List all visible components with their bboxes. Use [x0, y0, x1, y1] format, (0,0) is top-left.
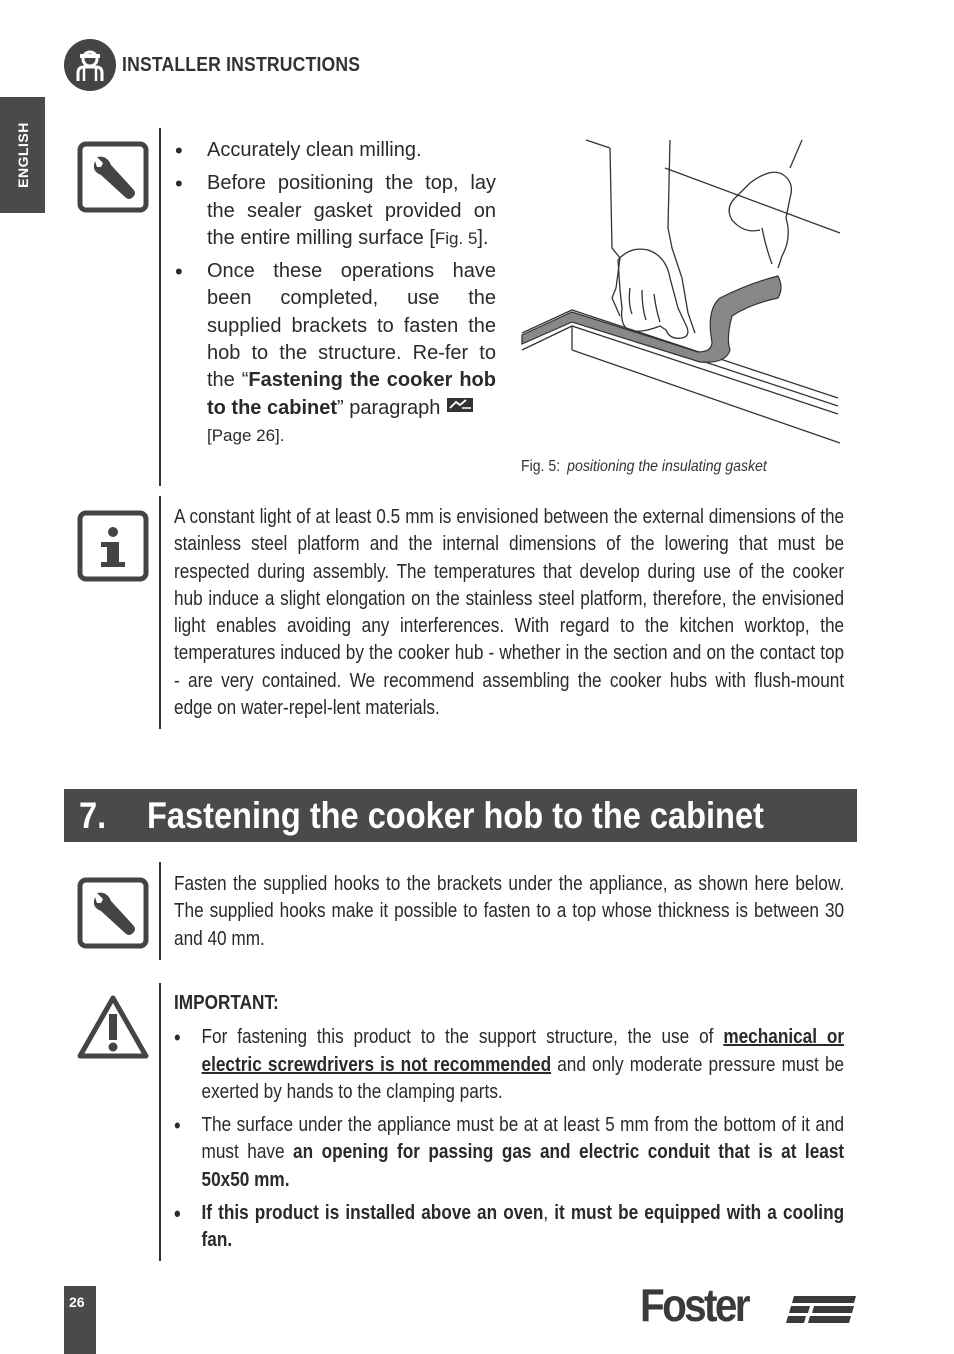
figure-caption	[521, 458, 767, 476]
brand-logo	[640, 1279, 860, 1334]
brand-name: Foster	[640, 1279, 748, 1331]
block4-text	[174, 990, 844, 1261]
figure-caption-text: positioning the insulating gasket	[567, 458, 767, 475]
block3-text	[174, 871, 844, 953]
list-item: • Once these operations have been completed, use the supplied brackets to fasten the hob to the structure. Re-fer to the “Fastening the cooker hob to the cabinet” paragraph [Page 26].	[175, 258, 496, 449]
section-number: 7.	[79, 795, 107, 836]
header-title: INSTALLER INSTRUCTIONS	[122, 53, 361, 76]
list-item: • If this product is installed above an oven, it must be equipped with a cooling fan.	[174, 1200, 844, 1255]
block-divider	[159, 496, 161, 729]
page-reference-icon	[446, 395, 474, 422]
block-divider	[159, 983, 161, 1261]
figure-gasket-illustration	[520, 138, 842, 448]
language-tab	[0, 97, 45, 213]
list-item: • Before positioning the top, lay the sealer gasket provided on the entire milling surface [Fig. 5].	[175, 170, 496, 252]
block-divider	[159, 128, 161, 486]
block4-bullet-list	[174, 1024, 844, 1254]
info-icon	[77, 510, 149, 587]
important-heading: IMPORTANT:	[174, 992, 279, 1014]
page-header	[64, 38, 393, 92]
list-item: • For fastening this product to the support structure, the use of mechanical or electric screwdrivers is not recommended and only moderate pressure must be exerted by hands to the clamping parts.	[174, 1024, 844, 1106]
block1-text	[175, 137, 496, 455]
installer-icon	[64, 39, 116, 91]
page-number-tab	[64, 1286, 96, 1354]
figure-label: Fig. 5:	[521, 458, 561, 475]
section-title: Fastening the cooker hob to the cabinet	[147, 795, 764, 836]
wrench-paragraph: Fasten the supplied hooks to the brackets under the appliance, as shown here below. The supplied hooks make it possible to fasten to a top whose thickness is between 30 and 40 mm.	[174, 873, 844, 950]
info-paragraph: A constant light of at least 0.5 mm is envisioned between the external dimensions of the stainless steel platform and the internal dimensions of the lowering that must be respected during assembly. The temperatures that develop during use of the cooker hub induce a slight elongation on the stainless steel platform, therefore, the envisioned light enables avoiding any interferences. With regard to the kitchen worktop, the temperatures induced by the cooker hub - whether in the section and on the contact top - are very contained. We recommend assembling the cooker hubs with flush-mount edge on water-repel-lent materials.	[174, 506, 844, 720]
page-reference: [Page 26].	[207, 426, 285, 446]
screwdriver-warning: mechanical or electric screwdrivers is not recommended	[201, 1026, 844, 1076]
warning-icon	[77, 994, 149, 1065]
language-label: ENGLISH	[14, 122, 31, 188]
page-number: 26	[69, 1294, 85, 1310]
block-divider	[159, 862, 161, 960]
opening-requirement: an opening for passing gas and electric conduit that is at least 50x50 mm.	[201, 1141, 844, 1191]
block2-text	[174, 504, 844, 722]
wrench-icon	[77, 141, 149, 218]
figure-reference: Fig. 5	[434, 228, 478, 248]
list-item: • Accurately clean milling.	[175, 137, 496, 164]
brand-stripes-icon	[786, 1294, 858, 1324]
block1-bullet-list	[175, 137, 496, 449]
section-reference: Fastening the cooker hob to the cabinet	[207, 369, 496, 419]
section-heading	[64, 789, 857, 842]
list-item: • The surface under the appliance must be at at least 5 mm from the bottom of it and must have an opening for passing gas and electric conduit that is at least 50x50 mm.	[174, 1112, 844, 1194]
wrench-icon	[77, 877, 149, 954]
